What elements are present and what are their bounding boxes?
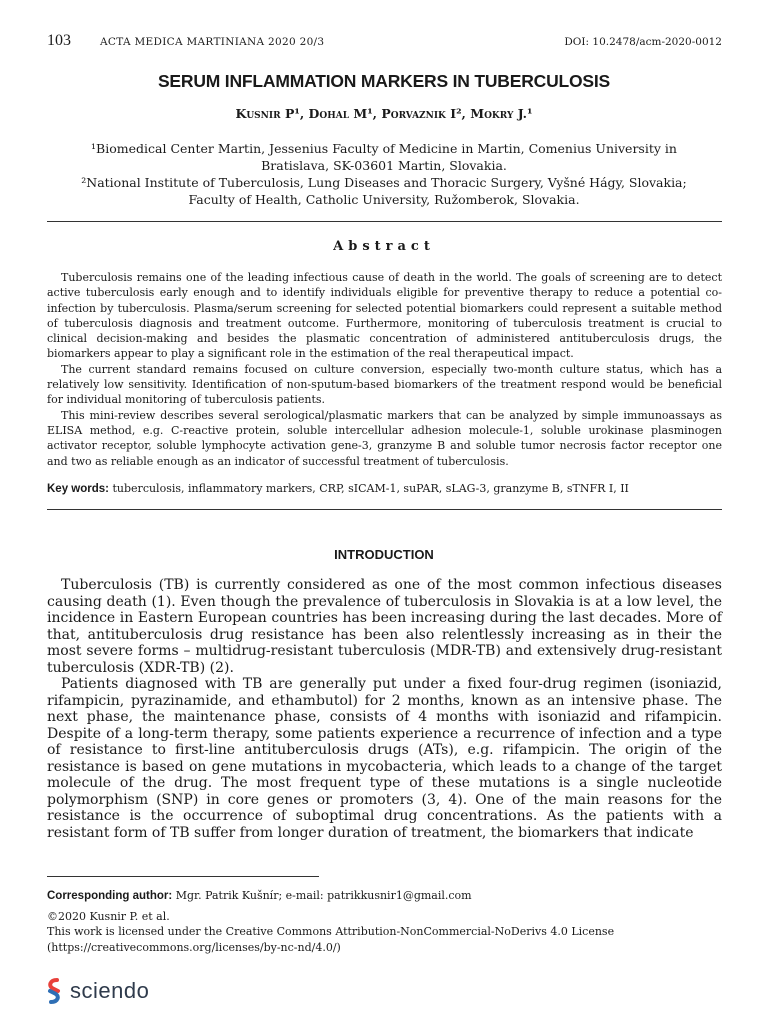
corresponding-author — [47, 888, 722, 905]
affiliation-1 — [60, 140, 708, 174]
affiliation-2-line-2: Faculty of Health, Catholic University, Ružomberok, Slovakia. — [188, 192, 580, 207]
abstract-heading: Abstract — [333, 239, 435, 254]
copyright: ©2020 Kusnir P. et al. — [47, 909, 170, 923]
keywords-label: Key words: — [47, 483, 109, 495]
introduction-paragraph: Tuberculosis (TB) is currently considered as one of the most common infectious diseases causing death (1). Even though the prevalence of tuberculosis in Slovakia is at a low level, the incidence in Eastern European countries has been increasing during the last decades. More of that, antituberculosis drug resistance has been also relentlessly increasing as in their the most severe forms – multidrug-resistant tuberculosis (MDR-TB) and extensively drug-resistant tuberculosis (XDR-TB) (2). — [47, 577, 722, 676]
corresponding-author-label: Corresponding author: — [47, 890, 173, 902]
keywords-text: tuberculosis, inflammatory markers, CRP, sICAM-1, suPAR, sLAG-3, granzyme B, sTNFR I, II — [112, 482, 629, 495]
journal-name: ACTA MEDICA MARTINIANA 2020 20/3 — [100, 36, 325, 48]
sciendo-logo-text: sciendo — [70, 978, 150, 1003]
doi: DOI: 10.2478/acm-2020-0012 — [564, 36, 722, 48]
authors: Kusnir P¹, Dohal M¹, Porvaznik I², Mokry J.¹ — [235, 106, 533, 121]
abstract-paragraph: This mini-review describes several serological/plasmatic markers that can be analyzed by simple immunoassays as ELISA method, e.g. C-reactive protein, soluble intercellular adhesion molecule-1, soluble urokinase plasminogen activator receptor, soluble lymphocyte activation gene-3, granzyme B and soluble tumor necrosis factor receptor one and two as reliable enough as an indicator of successful treatment of tuberculosis. — [47, 408, 722, 468]
abstract-paragraph: Tuberculosis remains one of the leading infectious cause of death in the world. The goals of screening are to detect active tuberculosis early enough and to identify individuals eligible for preventive therapy to reduce a potential co-infection by tuberculosis. Plasma/serum screening for selected potential biomarkers could represent a suitable method of tuberculosis diagnosis and treatment outcome. Furthermore, monitoring of tuberculosis treatment is crucial to clinical decision-making and besides the plasmatic concentration of administered antituberculosis drugs, the biomarkers appear to play a significant role in the estimation of the real therapeutical impact. — [47, 271, 722, 361]
corresponding-author-text: Mgr. Patrik Kušnír; e-mail: patrikkusnir1@gmail.com — [175, 889, 472, 902]
page-header — [47, 32, 722, 52]
introduction-heading: INTRODUCTION — [334, 547, 434, 562]
introduction-body — [47, 577, 722, 841]
introduction-paragraph: Patients diagnosed with TB are generally put under a fixed four-drug regimen (isoniazid, rifampicin, pyrazinamide, and ethambutol) for 2 months, known as an intensive phase. The next phase, the maintenance phase, consists of 4 months with isoniazid and rifampicin. Despite of a long-term therapy, some patients experience a recurrence of infection and a type of resistance to first-line antituberculosis drugs (ATs), e.g. rifampicin. The origin of the resistance is based on gene mutations in mycobacteria, which leads to a change of the target molecule of the drug. The most frequent type of these mutations is a single nucleotide polymorphism (SNP) in core genes or promoters (3, 4). One of the main reasons for the resistance is the occurrence of suboptimal drug concentrations. As the patients with a resistant form of TB suffer from longer duration of treatment, the biomarkers that indicate — [47, 676, 722, 841]
divider-top — [47, 221, 722, 222]
footnotes — [47, 888, 722, 955]
abstract-paragraph: The current standard remains focused on culture conversion, especially two-month culture status, which has a relatively low sensitivity. Identification of non-sputum-based biomarkers of the treatment respond would be beneficial for individual monitoring of tuberculosis patients. — [47, 362, 722, 407]
affiliation-1-line-2: Bratislava, SK-03601 Martin, Slovakia. — [261, 158, 507, 173]
sciendo-logo-icon — [44, 977, 64, 1005]
keywords — [47, 482, 722, 495]
license-line-1: This work is licensed under the Creative Commons Attribution-NonCommercial-NoDerivs 4.0 License — [47, 925, 615, 938]
page-number: 103 — [47, 32, 71, 49]
footnote-divider — [47, 876, 319, 877]
license-line-2: (https://creativecommons.org/licenses/by-nc-nd/4.0/) — [47, 940, 341, 954]
abstract-body — [47, 270, 722, 469]
divider-middle — [47, 509, 722, 510]
sciendo-logo — [44, 976, 149, 1006]
article-title: SERUM INFLAMMATION MARKERS IN TUBERCULOSIS — [157, 71, 611, 91]
affiliation-2 — [60, 174, 708, 208]
affiliation-2-line-1: ²National Institute of Tuberculosis, Lung Diseases and Thoracic Surgery, Vyšné Hágy, Slovakia; — [81, 175, 687, 190]
affiliation-1-line-1: ¹Biomedical Center Martin, Jessenius Faculty of Medicine in Martin, Comenius University in — [91, 141, 677, 156]
